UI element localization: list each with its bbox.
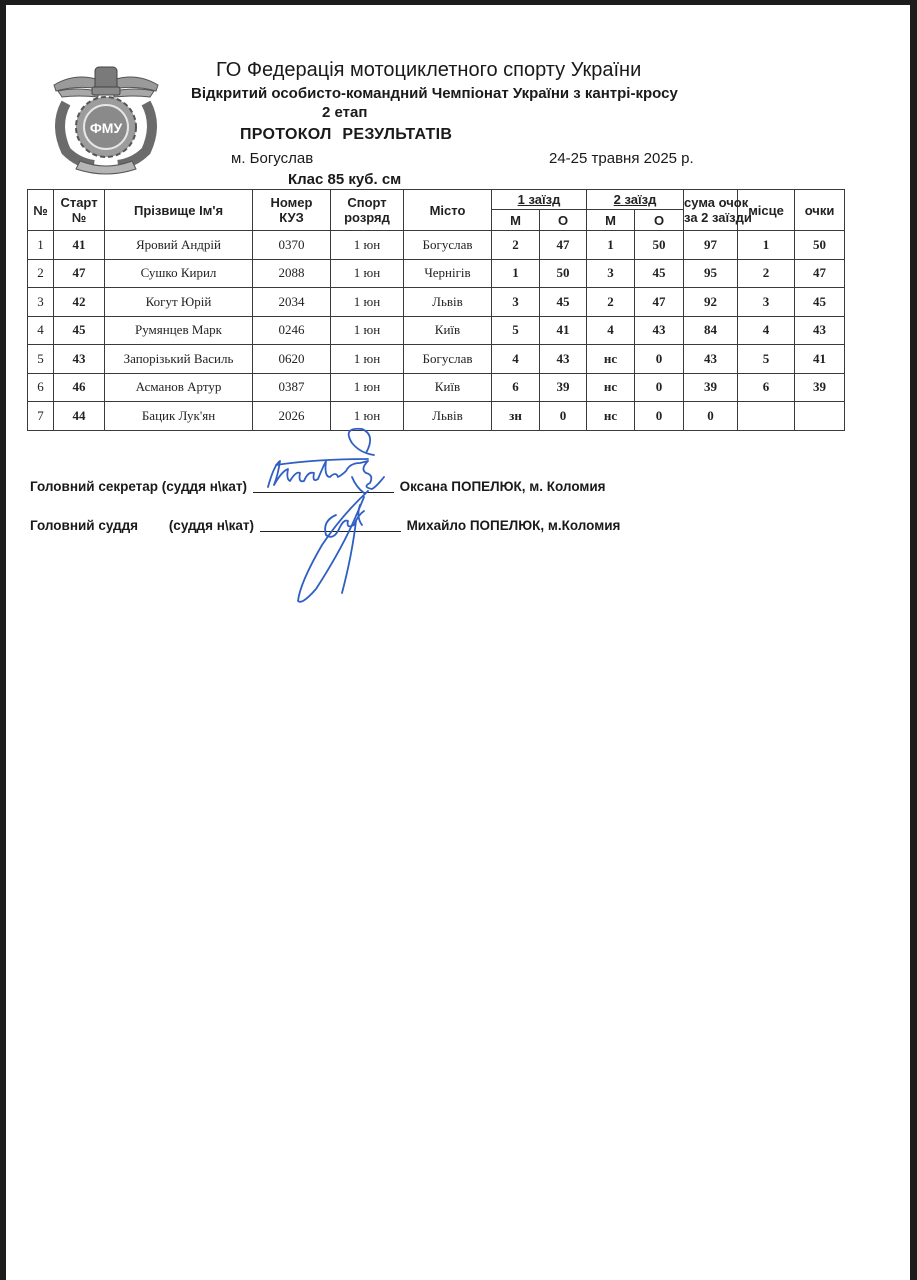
col-header-run1: [492, 190, 587, 210]
col-header-rank-line2: розряд: [344, 210, 390, 225]
col-header-place-text: місце: [748, 202, 784, 218]
logo-text: ФМУ: [89, 120, 123, 136]
cell-kuz: 2034: [253, 288, 331, 317]
cell-rank: 1 юн: [331, 345, 404, 374]
cell-points: 43: [795, 316, 845, 345]
event-city: м. Богуслав: [231, 150, 314, 167]
cell-name: Сушко Кирил: [105, 259, 253, 288]
cell-points: 45: [795, 288, 845, 317]
cell-city: Богуслав: [404, 345, 492, 374]
cell-city: Чернігів: [404, 259, 492, 288]
cell-sum: 97: [684, 231, 738, 260]
cell-sum: 84: [684, 316, 738, 345]
cell-r2-o: 43: [635, 316, 684, 345]
cell-kuz: 0246: [253, 316, 331, 345]
cell-city: Львів: [404, 288, 492, 317]
table-row: [28, 316, 845, 345]
col-header-no-text: №: [33, 202, 48, 218]
cell-rank: 1 юн: [331, 402, 404, 431]
cell-rank: 1 юн: [331, 373, 404, 402]
cell-rank: 1 юн: [331, 231, 404, 260]
cell-sum: 39: [684, 373, 738, 402]
col-header-sum-line1: сума очок: [684, 195, 749, 210]
table-row: [28, 402, 845, 431]
cell-points: 39: [795, 373, 845, 402]
col-header-no: [28, 190, 54, 231]
cell-r2-m: 2: [587, 288, 635, 317]
cell-start: 46: [54, 373, 105, 402]
cell-place: 5: [738, 345, 795, 374]
cell-start: 45: [54, 316, 105, 345]
table-row: [28, 373, 845, 402]
cell-r1-m: 2: [492, 231, 540, 260]
results-body: [28, 231, 845, 431]
cell-r2-m: нс: [587, 402, 635, 431]
cell-city: Київ: [404, 373, 492, 402]
col-header-run1-m: М: [492, 210, 540, 231]
cell-rank: 1 юн: [331, 259, 404, 288]
col-header-sum: [684, 190, 752, 231]
cell-r1-o: 0: [540, 402, 587, 431]
col-header-rank: [331, 190, 404, 231]
cell-sum: 95: [684, 259, 738, 288]
judge-category: (суддя н\кат): [168, 518, 255, 533]
cell-r2-o: 50: [635, 231, 684, 260]
cell-r1-o: 47: [540, 231, 587, 260]
cell-r2-m: 4: [587, 316, 635, 345]
judge-name: Михайло ПОПЕЛЮК, м.Коломия: [406, 518, 621, 533]
col-header-run1-o: О: [540, 210, 587, 231]
cell-r1-m: 1: [492, 259, 540, 288]
cell-r2-m: нс: [587, 373, 635, 402]
cell-r1-m: 6: [492, 373, 540, 402]
cell-name: Запорізький Василь: [105, 345, 253, 374]
cell-r2-m: 1: [587, 231, 635, 260]
protocol-title: ПРОТОКОЛ РЕЗУЛЬТАТІВ: [240, 126, 453, 143]
cell-start: 44: [54, 402, 105, 431]
cell-city: Львів: [404, 402, 492, 431]
col-header-city-text: Місто: [429, 202, 466, 218]
cell-city: Київ: [404, 316, 492, 345]
cell-r1-m: 5: [492, 316, 540, 345]
cell-no: 1: [28, 231, 54, 260]
cell-city: Богуслав: [404, 231, 492, 260]
col-header-run2-m: М: [587, 210, 635, 231]
cell-place: 6: [738, 373, 795, 402]
cell-r1-m: зн: [492, 402, 540, 431]
cell-kuz: 2088: [253, 259, 331, 288]
cell-r2-o: 0: [635, 373, 684, 402]
col-header-run2: [587, 190, 684, 210]
col-header-name: [105, 190, 253, 231]
cell-points: 47: [795, 259, 845, 288]
cell-start: 43: [54, 345, 105, 374]
cell-r2-m: нс: [587, 345, 635, 374]
judge-label: Головний суддя: [30, 518, 139, 533]
col-header-kuz-line1: Номер: [270, 195, 313, 210]
col-header-kuz: [253, 190, 331, 231]
results-table: [27, 189, 845, 431]
table-row: [28, 288, 845, 317]
col-header-start-line1: Старт: [60, 195, 98, 210]
federation-title: ГО Федерація мотоциклетного спорту України: [216, 59, 642, 81]
cell-no: 4: [28, 316, 54, 345]
cell-sum: 92: [684, 288, 738, 317]
cell-name: Яровий Андрій: [105, 231, 253, 260]
cell-start: 42: [54, 288, 105, 317]
cell-no: 2: [28, 259, 54, 288]
cell-r1-o: 39: [540, 373, 587, 402]
cell-r1-o: 45: [540, 288, 587, 317]
cell-name: Когут Юрій: [105, 288, 253, 317]
secretary-label: Головний секретар (суддя н\кат): [30, 479, 248, 494]
table-row: [28, 231, 845, 260]
document-page: [6, 5, 910, 1280]
cell-r1-m: 4: [492, 345, 540, 374]
col-header-start-line2: №: [71, 210, 87, 225]
cell-name: Асманов Артур: [105, 373, 253, 402]
col-header-city: [404, 190, 492, 231]
cell-place: 2: [738, 259, 795, 288]
federation-logo-emblem: [44, 63, 168, 179]
cell-start: 47: [54, 259, 105, 288]
cell-r2-m: 3: [587, 259, 635, 288]
championship-title: Відкритий особисто-командний Чемпіонат України з кантрі-кросу: [191, 85, 678, 102]
col-header-rank-line1: Спорт: [347, 195, 387, 210]
cell-no: 5: [28, 345, 54, 374]
cell-place: 1: [738, 231, 795, 260]
col-header-points-text: очки: [804, 202, 835, 218]
class-label: Клас 85 куб. см: [288, 171, 402, 188]
cell-r2-o: 0: [635, 345, 684, 374]
cell-points: 50: [795, 231, 845, 260]
cell-r1-m: 3: [492, 288, 540, 317]
cell-sum: 0: [684, 402, 738, 431]
cell-name: Румянцев Марк: [105, 316, 253, 345]
cell-rank: 1 юн: [331, 288, 404, 317]
col-header-run1-text: 1 заїзд: [517, 192, 561, 207]
cell-no: 6: [28, 373, 54, 402]
event-date: 24-25 травня 2025 р.: [549, 150, 694, 167]
col-header-run2-o: О: [635, 210, 684, 231]
cell-r2-o: 0: [635, 402, 684, 431]
cell-rank: 1 юн: [331, 316, 404, 345]
cell-kuz: 2026: [253, 402, 331, 431]
cell-start: 41: [54, 231, 105, 260]
table-row: [28, 259, 845, 288]
cell-kuz: 0370: [253, 231, 331, 260]
cell-r2-o: 45: [635, 259, 684, 288]
cell-points: 41: [795, 345, 845, 374]
cell-place: 4: [738, 316, 795, 345]
secretary-name: Оксана ПОПЕЛЮК, м. Коломия: [399, 479, 606, 494]
col-header-run2-text: 2 заїзд: [613, 192, 657, 207]
cell-kuz: 0620: [253, 345, 331, 374]
cell-points: [795, 402, 845, 431]
cell-r1-o: 41: [540, 316, 587, 345]
col-header-name-text: Прізвище Ім'я: [133, 202, 224, 218]
col-header-sum-line2: за 2 заїзди: [684, 210, 752, 225]
cell-r2-o: 47: [635, 288, 684, 317]
cell-place: 3: [738, 288, 795, 317]
table-row: [28, 345, 845, 374]
cell-name: Бацик Лук'ян: [105, 402, 253, 431]
col-header-points: [795, 190, 845, 231]
cell-kuz: 0387: [253, 373, 331, 402]
col-header-kuz-line2: КУЗ: [279, 210, 304, 225]
col-header-start: [54, 190, 105, 231]
cell-r1-o: 43: [540, 345, 587, 374]
cell-r1-o: 50: [540, 259, 587, 288]
cell-place: [738, 402, 795, 431]
cell-no: 3: [28, 288, 54, 317]
cell-no: 7: [28, 402, 54, 431]
handwritten-signature: [256, 425, 416, 615]
cell-sum: 43: [684, 345, 738, 374]
stage-label: 2 етап: [322, 104, 368, 121]
